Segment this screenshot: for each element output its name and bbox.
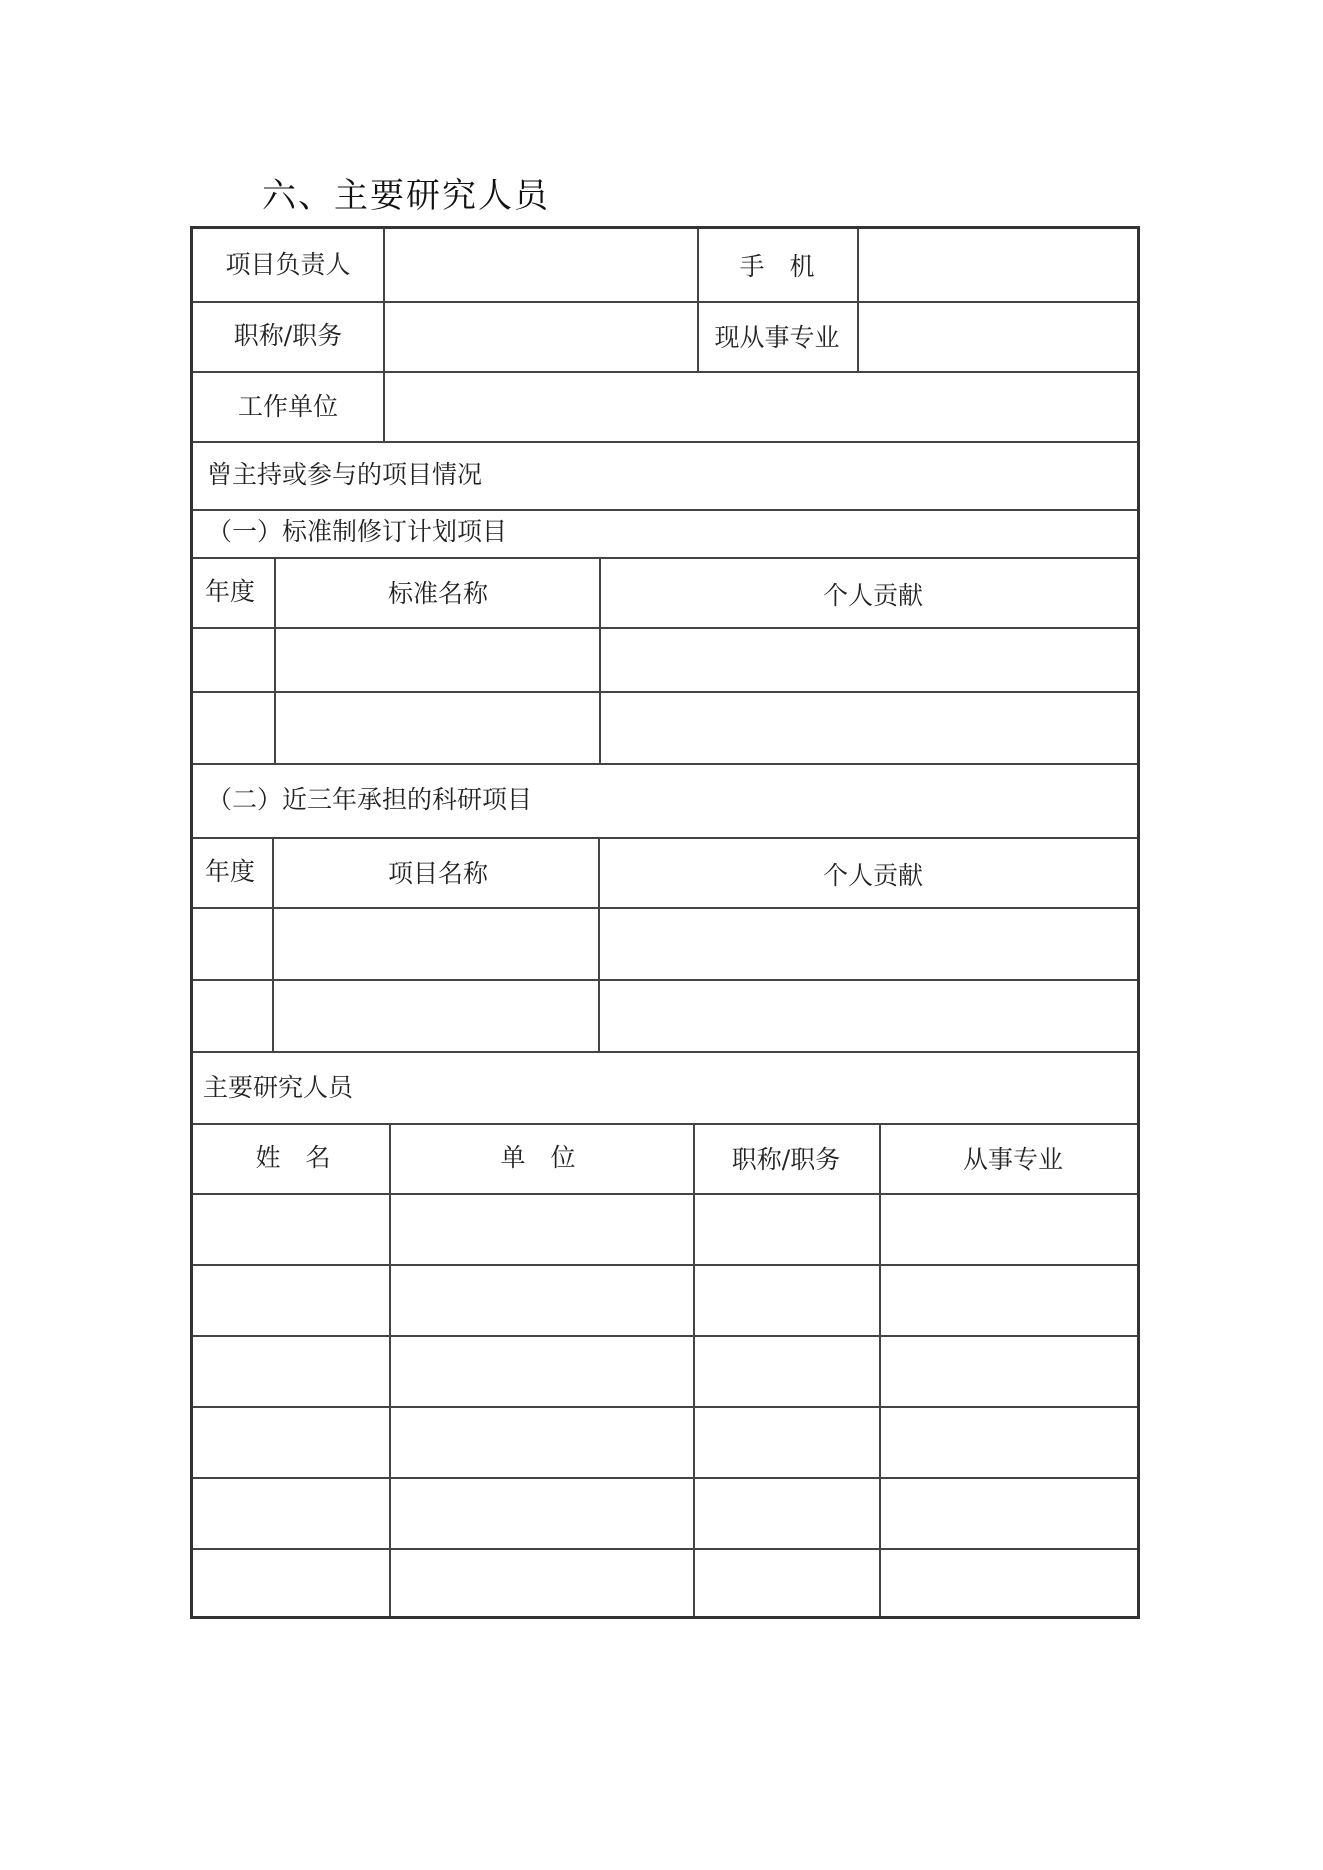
major-input[interactable] (859, 303, 1137, 371)
leader-input[interactable] (385, 229, 695, 301)
research-row[interactable] (193, 909, 1137, 979)
row-divider (193, 441, 1137, 443)
standards-col-name: 标准名称 (387, 579, 489, 608)
staff-row[interactable] (193, 1195, 1137, 1264)
section-title: 六、主要研究人员 (262, 176, 550, 216)
staff-row[interactable] (193, 1408, 1137, 1477)
past-projects-heading: 曾主持或参与的项目情况 (207, 460, 483, 489)
row-divider (193, 509, 1137, 511)
research-col-contribution: 个人贡献 (822, 861, 924, 890)
standards-heading: （一）标准制修订计划项目 (207, 517, 508, 546)
title-label: 职称/职务 (233, 321, 343, 350)
org-input[interactable] (385, 373, 1137, 441)
row-divider (193, 1123, 1137, 1125)
title-input[interactable] (385, 303, 695, 371)
org-label: 工作单位 (237, 392, 339, 421)
research-heading: （二）近三年承担的科研项目 (207, 785, 533, 814)
row-divider (193, 557, 1137, 559)
research-row[interactable] (193, 981, 1137, 1051)
research-staff-form (190, 226, 1140, 1619)
research-col-year: 年度 (205, 857, 256, 886)
row-divider (193, 1051, 1137, 1053)
staff-row[interactable] (193, 1550, 1137, 1616)
phone-input[interactable] (859, 229, 1137, 301)
col-divider (697, 229, 699, 371)
research-col-name: 项目名称 (387, 859, 489, 888)
staff-col-title: 职称/职务 (731, 1145, 841, 1174)
staff-row[interactable] (193, 1479, 1137, 1548)
staff-row[interactable] (193, 1266, 1137, 1335)
standards-col-contribution: 个人贡献 (822, 581, 924, 610)
leader-label: 项目负责人 (225, 250, 351, 279)
standards-row[interactable] (193, 693, 1137, 763)
staff-col-name: 姓 名 (255, 1143, 331, 1172)
standards-col-year: 年度 (205, 577, 256, 606)
row-divider (193, 763, 1137, 765)
staff-row[interactable] (193, 1337, 1137, 1406)
standards-row[interactable] (193, 629, 1137, 691)
major-label: 现从事专业 (714, 323, 840, 352)
staff-col-major: 从事专业 (962, 1145, 1064, 1174)
phone-label: 手 机 (739, 252, 815, 281)
staff-heading: 主要研究人员 (203, 1073, 354, 1102)
staff-col-org: 单 位 (500, 1143, 576, 1172)
row-divider (193, 837, 1137, 839)
